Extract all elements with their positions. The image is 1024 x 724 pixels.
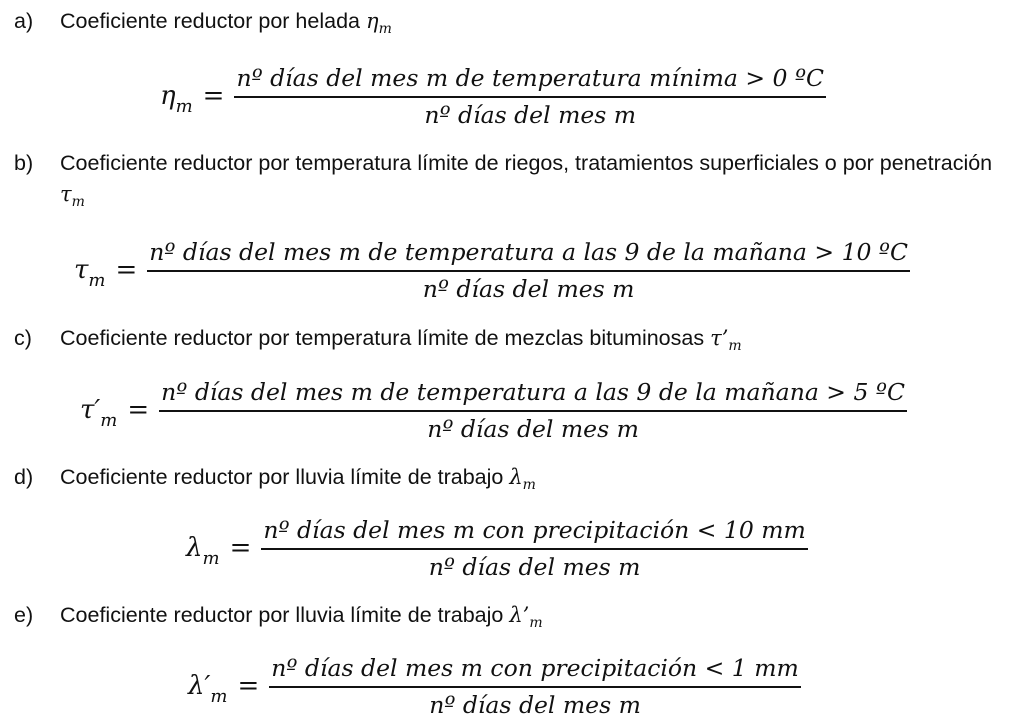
item-e-letter: e) bbox=[14, 603, 34, 627]
formula-a-fraction bbox=[234, 62, 826, 131]
formula-b-lhs-symbol: τ bbox=[74, 255, 89, 286]
item-c-text bbox=[60, 323, 742, 357]
formula-e-lhs-subscript: m bbox=[210, 686, 228, 708]
formula-d-fraction bbox=[261, 514, 808, 583]
formula-e-equals: = bbox=[237, 671, 260, 702]
formula-d-denominator: nº días del mes m bbox=[428, 552, 641, 581]
formula-a-fraction-bar bbox=[234, 96, 826, 98]
item-e-subscript: m bbox=[529, 615, 543, 631]
formula-b-lhs bbox=[74, 255, 106, 292]
formula-c-lhs-subscript: m bbox=[100, 410, 118, 432]
formula-c-lhs-symbol: τ′ bbox=[80, 395, 101, 426]
item-d-subscript: m bbox=[522, 477, 536, 493]
item-c-subscript: m bbox=[728, 338, 742, 354]
item-c-letter: c) bbox=[14, 326, 32, 350]
formula-b-lhs-subscript: m bbox=[88, 270, 106, 292]
formula-a-equals: = bbox=[202, 81, 225, 112]
formula-e-numerator: nº días del mes m con precipitación < 1 mm bbox=[271, 654, 799, 682]
formula-d bbox=[186, 514, 808, 583]
formula-e-lhs bbox=[188, 671, 228, 708]
item-b-label: Coeficiente reductor por temperatura límite de riegos, tratamientos superficiales o por penetración bbox=[60, 151, 993, 175]
item-a-label: Coeficiente reductor por helada bbox=[60, 9, 366, 33]
formula-a-denominator: nº días del mes m bbox=[424, 100, 637, 129]
formula-c bbox=[80, 376, 907, 445]
formula-e-denominator: nº días del mes m bbox=[429, 690, 641, 719]
item-c-label: Coeficiente reductor por temperatura límite de mezclas bituminosas bbox=[60, 326, 711, 350]
formula-d-numerator: nº días del mes m con precipitación < 10 mm bbox=[263, 516, 806, 544]
formula-a-numerator: nº días del mes m de temperatura mínima > 0 ºC bbox=[236, 64, 824, 92]
formula-b-denominator: nº días del mes m bbox=[422, 274, 635, 303]
formula-b-numerator: nº días del mes m de temperatura a las 9 de la mañana > 10 ºC bbox=[149, 238, 908, 266]
formula-a-lhs bbox=[160, 81, 193, 118]
item-a-letter: a) bbox=[14, 9, 34, 33]
formula-e-lhs-symbol: λ′ bbox=[188, 671, 211, 702]
item-a-symbol: η bbox=[365, 9, 379, 33]
item-b-text bbox=[60, 148, 1020, 213]
formula-c-equals: = bbox=[127, 395, 150, 426]
item-d-symbol: λ bbox=[509, 465, 523, 489]
formula-e-fraction bbox=[269, 652, 801, 721]
formula-a-lhs-symbol: η bbox=[160, 81, 176, 112]
formula-b bbox=[74, 236, 910, 305]
formula-b-fraction bbox=[147, 236, 910, 305]
item-d-label: Coeficiente reductor por lluvia límite de trabajo bbox=[60, 465, 510, 489]
formula-e-fraction-bar bbox=[269, 686, 801, 688]
formula-c-numerator: nº días del mes m de temperatura a las 9 de la mañana > 5 ºC bbox=[161, 378, 905, 406]
item-a-text bbox=[60, 6, 392, 40]
formula-a-lhs-subscript: m bbox=[175, 96, 193, 118]
item-c-symbol: τ’ bbox=[710, 326, 729, 350]
formula-c-denominator: nº días del mes m bbox=[427, 414, 639, 443]
formula-d-equals: = bbox=[229, 533, 252, 564]
item-d-letter: d) bbox=[14, 465, 34, 489]
formula-c-lhs bbox=[80, 395, 118, 432]
formula-c-fraction bbox=[159, 376, 907, 445]
item-b-subscript: m bbox=[71, 194, 85, 210]
item-b-letter: b) bbox=[14, 151, 34, 175]
formula-c-fraction-bar bbox=[159, 410, 907, 412]
formula-d-fraction-bar bbox=[261, 548, 808, 550]
item-d-text bbox=[60, 462, 536, 496]
formula-d-lhs bbox=[186, 533, 220, 570]
item-e-label: Coeficiente reductor por lluvia límite de trabajo bbox=[60, 603, 510, 627]
formula-b-fraction-bar bbox=[147, 270, 910, 272]
formula-e bbox=[188, 652, 801, 721]
formula-d-lhs-symbol: λ bbox=[186, 533, 203, 564]
formula-d-lhs-subscript: m bbox=[202, 548, 220, 570]
item-b-symbol: τ bbox=[60, 182, 72, 206]
item-e-symbol: λ’ bbox=[509, 603, 530, 627]
formula-a bbox=[160, 62, 826, 131]
item-e-text bbox=[60, 600, 543, 634]
formula-b-equals: = bbox=[115, 255, 138, 286]
item-a-subscript: m bbox=[378, 21, 392, 37]
